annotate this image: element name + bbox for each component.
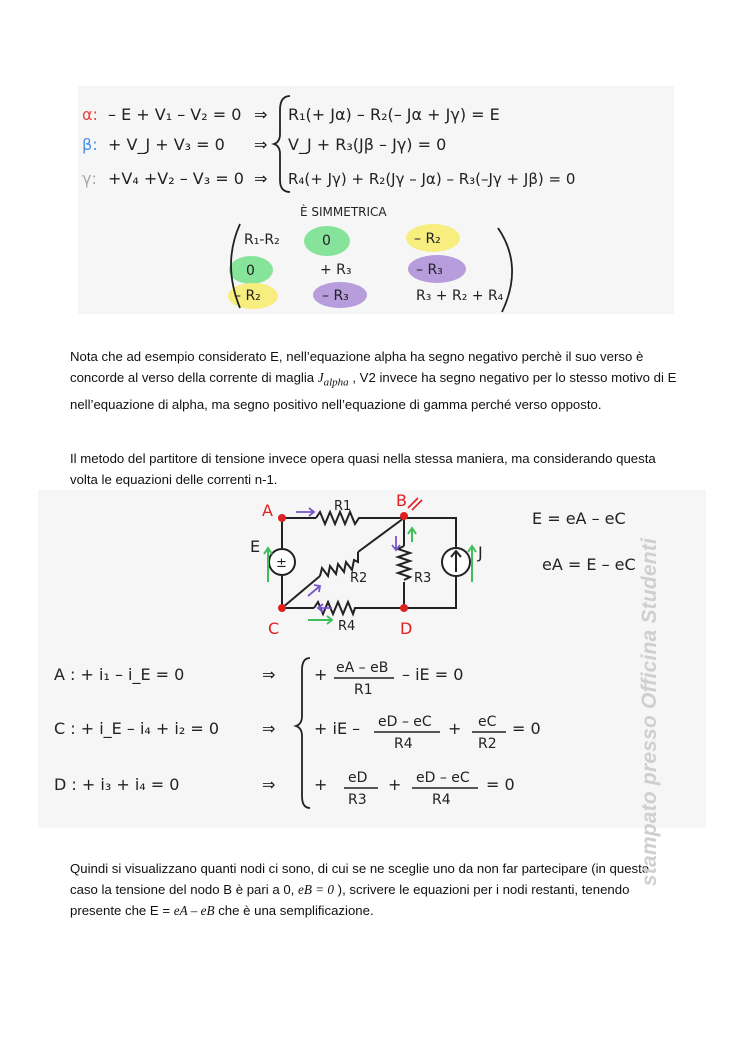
eq-d-numerator-2: eD – eC xyxy=(416,770,470,786)
matrix-cell: – R₂ xyxy=(414,231,441,247)
eq-c-plus: + xyxy=(448,719,462,738)
circuit-image xyxy=(38,490,706,828)
mesh-label-beta: β: xyxy=(82,135,98,154)
eq-d-denominator-2: R4 xyxy=(432,792,451,808)
para3-text: ), scrivere le equazioni per i nodi restanti, tenendo presente che E = xyxy=(70,882,630,918)
mesh-sys-eq-3: R₄(+ Jγ) + R₂(Jγ – Jα) – R₃(–Jγ + Jβ) = 0 xyxy=(288,170,576,188)
matrix-cell: – R₃ xyxy=(322,288,349,304)
math-node-b-zero: eB = 0 xyxy=(298,882,335,897)
resistor-r3-shape xyxy=(398,546,410,580)
voltage-source-sign: ± xyxy=(276,556,287,571)
node-label-b: B xyxy=(396,491,407,510)
mesh-sys-eq-1: R₁(+ Jα) – R₂(– Jα + Jγ) = E xyxy=(288,105,500,124)
mesh-sys-eq-2: V_J + R₃(Jβ – Jγ) = 0 xyxy=(288,135,447,154)
math-subscript: alpha xyxy=(323,376,349,389)
green-arrow-icon xyxy=(308,616,332,624)
node-label-d: D xyxy=(400,619,413,638)
matrix-cell: R₃ + R₂ + R₄ xyxy=(416,288,504,304)
matrix-cell: 0 xyxy=(246,263,255,279)
green-arrow-icon xyxy=(408,528,416,542)
eq-c-numerator-1: eD – eC xyxy=(378,714,432,730)
eq-c-denominator-1: R4 xyxy=(394,736,413,752)
para1-text-end: , V2 invece ha segno negativo per lo stesso motivo di E nell’equazione di alpha, ma segno positivo nell’equazione di gamma perché verso opposto. xyxy=(70,370,677,412)
para3-text-end: che è una semplificazione. xyxy=(214,903,374,918)
mesh-label-alpha: α: xyxy=(82,105,98,124)
mesh-eq-alpha: – E + V₁ – V₂ = 0 xyxy=(108,105,242,124)
circuit-wires xyxy=(282,512,456,614)
eq-c-suffix: = 0 xyxy=(512,719,541,738)
node-b-ground-mark-icon xyxy=(408,498,422,510)
paragraph-note xyxy=(70,346,680,415)
implies-arrow: ⇒ xyxy=(254,169,268,188)
eq-c-numerator-2: eC xyxy=(478,714,497,730)
system-brace xyxy=(296,658,310,808)
matrix-cell: – R₂ xyxy=(234,288,261,304)
eq-d-prefix: + xyxy=(314,775,328,794)
eq-d-denominator-1: R3 xyxy=(348,792,367,808)
paragraph-method: Il metodo del partitore di tensione invece opera quasi nella stessa maniera, ma considerando questa volta le equazioni delle correnti n-1. xyxy=(70,451,656,487)
node-label-c: C xyxy=(268,619,280,638)
mesh-eq-beta: + V_J + V₃ = 0 xyxy=(108,135,225,154)
implies-arrow: ⇒ xyxy=(254,135,268,154)
mesh-equations-image xyxy=(78,86,674,314)
resistor-label-r2: R2 xyxy=(350,571,368,586)
circuit-drawing xyxy=(38,490,706,828)
node-label-a: A xyxy=(262,501,273,520)
current-arrow-icon xyxy=(308,585,320,596)
source-label-j: J xyxy=(478,543,483,562)
eq-d-numerator-1: eD xyxy=(348,770,368,786)
paragraph-conclusion xyxy=(70,858,680,921)
eq-a-prefix: + xyxy=(314,665,328,684)
node-b-dot xyxy=(400,512,408,520)
eq-d-plus: + xyxy=(388,775,402,794)
implies-arrow: ⇒ xyxy=(262,719,276,738)
node-eq-d: D : + i₃ + i₄ = 0 xyxy=(54,775,180,794)
eq-c-denominator-2: R2 xyxy=(478,736,497,752)
matrix-cell: R₁-R₂ xyxy=(244,232,280,248)
implies-arrow: ⇒ xyxy=(262,665,276,684)
matrix-cell: – R₃ xyxy=(416,262,443,278)
source-label-e: E xyxy=(250,537,261,556)
eq-a-numerator: eA – eB xyxy=(336,660,389,676)
symmetric-note: È SIMMETRICA xyxy=(300,205,387,219)
math-ea-minus-eb: eA – eB xyxy=(173,903,215,918)
resistor-label-r4: R4 xyxy=(338,619,356,634)
matrix-cell: + R₃ xyxy=(320,262,352,278)
mesh-label-gamma: γ: xyxy=(82,169,97,188)
eq-a-denominator: R1 xyxy=(354,682,373,698)
node-d-dot xyxy=(400,604,408,612)
mesh-equations-drawing xyxy=(78,86,674,314)
implies-arrow: ⇒ xyxy=(262,775,276,794)
side-equation-2: eA = E – eC xyxy=(542,555,636,574)
node-eq-a: A : + i₁ – i_E = 0 xyxy=(54,665,185,684)
node-a-dot xyxy=(278,514,286,522)
resistor-label-r1: R1 xyxy=(334,499,352,514)
eq-a-suffix: – iE = 0 xyxy=(402,665,464,684)
watermark: stampato presso Officina Studenti xyxy=(638,537,661,887)
current-arrow-icon xyxy=(296,508,314,516)
eq-d-suffix: = 0 xyxy=(486,775,515,794)
matrix-cell: 0 xyxy=(322,233,331,249)
current-arrow-icon xyxy=(392,536,400,550)
node-eq-c: C : + i_E – i₄ + i₂ = 0 xyxy=(54,719,220,738)
para3-text: Quindi si visualizzano quanti nodi ci sono, di cui se ne sceglie uno da non far partecipare (in questo caso la tensione del nodo B è pari a 0, xyxy=(70,861,650,897)
math-current-symbol: J xyxy=(317,370,324,385)
node-c-dot xyxy=(278,604,286,612)
para1-text: Nota che ad esempio considerato E, nell’equazione alpha ha segno negativo perchè il suo verso è concorde al verso della corrente di maglia xyxy=(70,349,644,385)
implies-arrow: ⇒ xyxy=(254,105,268,124)
side-equation-1: E = eA – eC xyxy=(532,509,626,528)
mesh-eq-gamma: +V₄ +V₂ – V₃ = 0 xyxy=(108,169,244,188)
eq-c-prefix: + iE – xyxy=(314,719,361,738)
resistor-label-r3: R3 xyxy=(414,571,432,586)
